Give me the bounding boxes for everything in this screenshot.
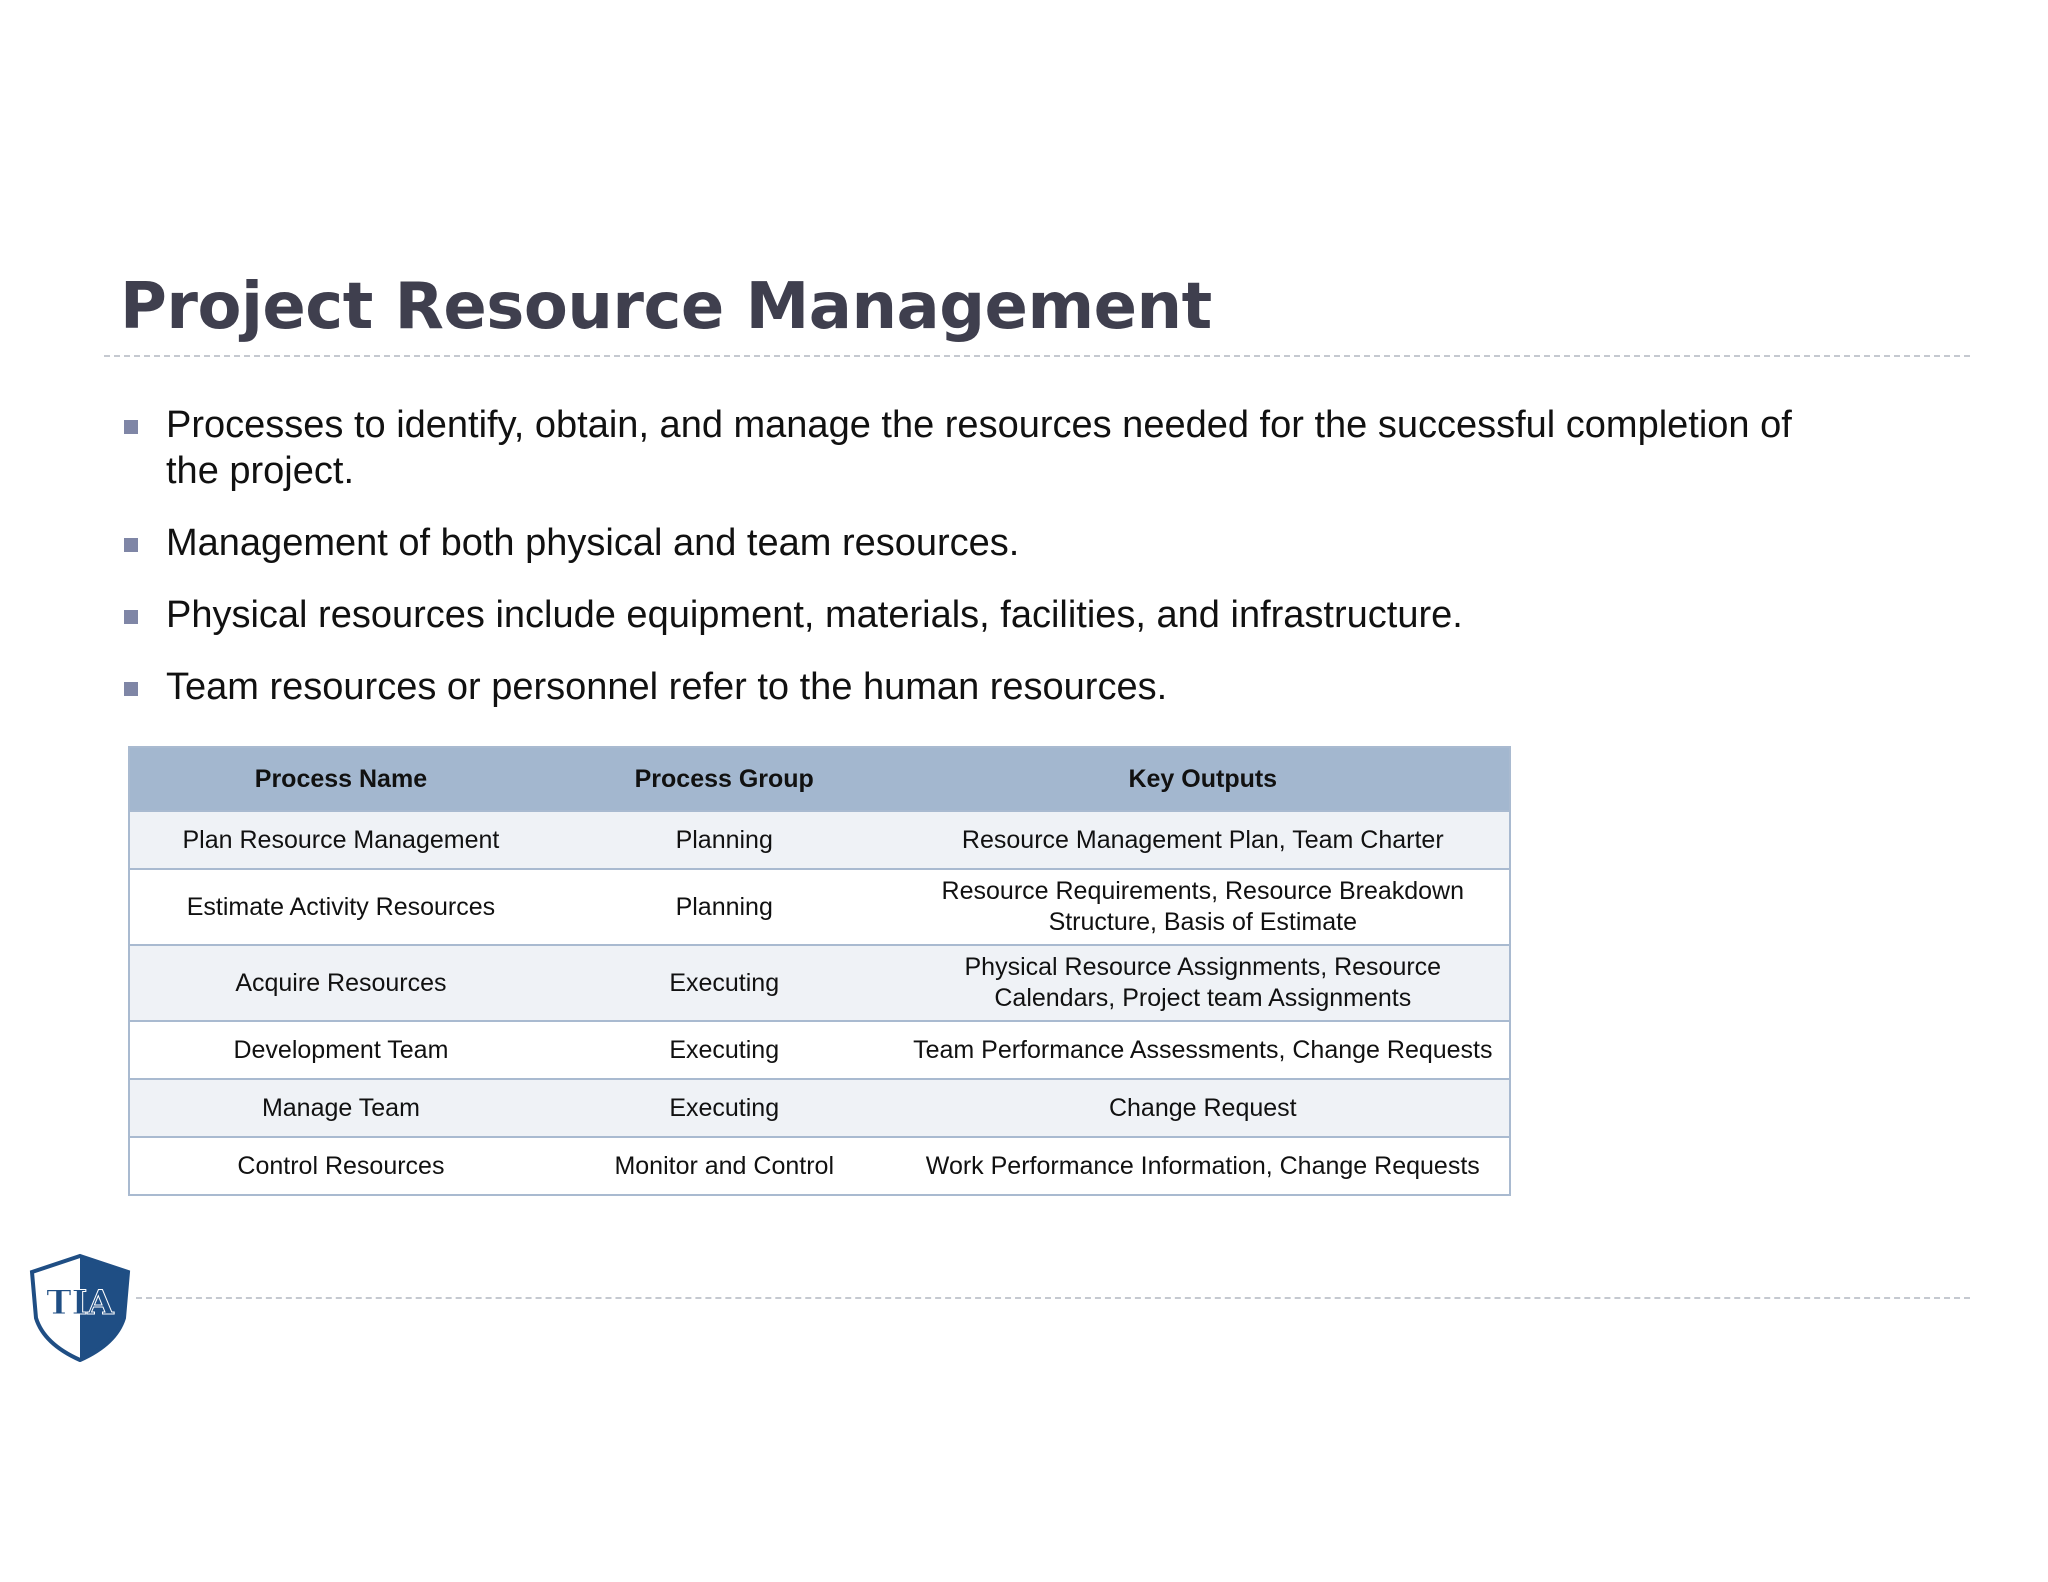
bullet-item: [120, 402, 1840, 494]
cell-process-group: Planning: [552, 869, 897, 945]
square-bullet-icon: [124, 538, 138, 552]
bullet-text: Processes to identify, obtain, and manage the resources needed for the successful completion of the project.: [166, 404, 1792, 492]
cell-process-group: Executing: [552, 945, 897, 1021]
bullet-text: Physical resources include equipment, materials, facilities, and infrastructure.: [166, 594, 1463, 636]
cell-key-outputs: Resource Requirements, Resource Breakdown Structure, Basis of Estimate: [897, 869, 1510, 945]
header-key-outputs: Key Outputs: [897, 747, 1510, 811]
cell-process-name: Acquire Resources: [129, 945, 552, 1021]
bullet-item: [120, 520, 1840, 566]
cell-process-name: Control Resources: [129, 1137, 552, 1195]
cell-key-outputs: Team Performance Assessments, Change Requests: [897, 1021, 1510, 1079]
cell-process-group: Executing: [552, 1079, 897, 1137]
cell-process-name: Plan Resource Management: [129, 811, 552, 869]
bullet-text: Team resources or personnel refer to the human resources.: [166, 666, 1168, 708]
header-process-group: Process Group: [552, 747, 897, 811]
table-row: [129, 1079, 1510, 1137]
square-bullet-icon: [124, 610, 138, 624]
slide-title: Project Resource Management: [120, 270, 1212, 344]
square-bullet-icon: [124, 420, 138, 434]
header-process-name: Process Name: [129, 747, 552, 811]
table-row: [129, 811, 1510, 869]
table-row: [129, 1021, 1510, 1079]
title-divider: [104, 355, 1970, 357]
bullet-text: Management of both physical and team resources.: [166, 522, 1020, 564]
cell-key-outputs: Change Request: [897, 1079, 1510, 1137]
cell-process-group: Planning: [552, 811, 897, 869]
cell-key-outputs: Physical Resource Assignments, Resource Calendars, Project team Assignments: [897, 945, 1510, 1021]
cell-process-group: Executing: [552, 1021, 897, 1079]
bullet-item: [120, 664, 1840, 710]
logo-text: TIA: [46, 1283, 114, 1323]
cell-process-name: Estimate Activity Resources: [129, 869, 552, 945]
cell-process-name: Manage Team: [129, 1079, 552, 1137]
table-row: [129, 869, 1510, 945]
cell-process-name: Development Team: [129, 1021, 552, 1079]
bullet-item: [120, 592, 1840, 638]
bullet-list: [120, 402, 1840, 736]
cell-key-outputs: Resource Management Plan, Team Charter: [897, 811, 1510, 869]
process-table: [128, 746, 1511, 1196]
square-bullet-icon: [124, 682, 138, 696]
table-row: [129, 1137, 1510, 1195]
cell-key-outputs: Work Performance Information, Change Requests: [897, 1137, 1510, 1195]
footer-divider: [136, 1297, 1970, 1299]
cell-process-group: Monitor and Control: [552, 1137, 897, 1195]
table-row: [129, 945, 1510, 1021]
table-header-row: [129, 747, 1510, 811]
shield-logo-icon: [24, 1252, 136, 1362]
